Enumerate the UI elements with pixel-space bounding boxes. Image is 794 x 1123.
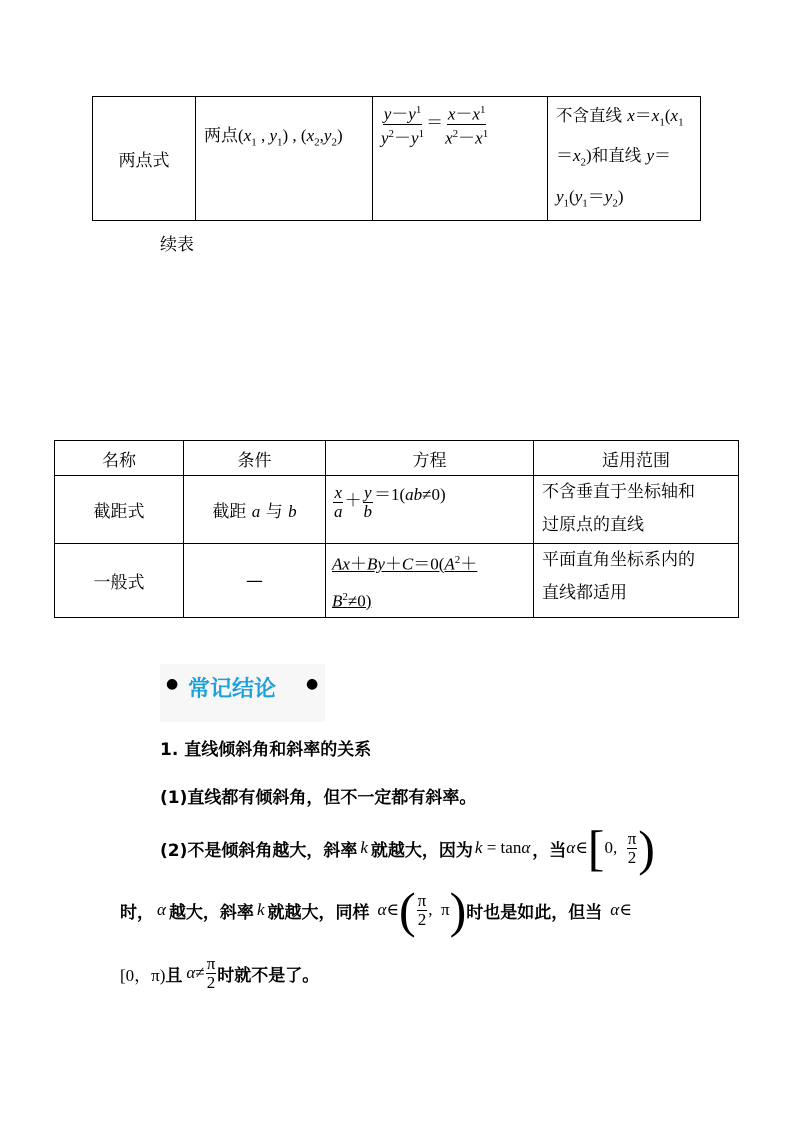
p2-text-b: 就越大，因为 (370, 840, 473, 861)
item1-heading (160, 735, 371, 760)
p4-and: 且 (165, 965, 183, 986)
intercept-equation: $\frac{x}{a}$ ＋ $\frac{y}{b}$ ＝1(ab≠0) (334, 482, 446, 521)
continue-label: 续表 (160, 235, 194, 255)
header-condition: 条件 (184, 441, 326, 476)
bullet-left-icon: ● (166, 676, 179, 692)
p4-interval: [0，π) (120, 965, 166, 985)
p2-text-c: ，当 (532, 840, 567, 861)
general-eq-line-2: $B^2\ne 0$) (332, 590, 372, 611)
bullet-right-icon: ● (306, 676, 319, 692)
p2-text-a: (2)不是倾斜角越大，斜率 (160, 840, 358, 861)
main-table (54, 440, 739, 618)
scope-line-1: 不含直线 $x=x_1(x_1$ (556, 106, 684, 129)
p3-text-a: 时， (120, 902, 154, 923)
p3-alpha-in: α∈ (610, 900, 632, 919)
top-table (92, 96, 701, 221)
section-title: 常记结论 (188, 677, 277, 702)
cell-scope (548, 97, 701, 221)
scope-line-1: 不含垂直于坐标轴和 (542, 482, 695, 502)
row-intercept-scope (534, 476, 739, 544)
p3-text-d: 时也是如此，但当 (466, 902, 603, 923)
table-row (55, 476, 739, 544)
row-general-name: 一般式 (55, 544, 184, 618)
table-row (93, 97, 701, 221)
scope-line-2: 直线都适用 (542, 583, 627, 603)
paragraph-4 (120, 948, 319, 998)
scope-line-3: $y_1(y_1=y_2)$ (556, 186, 624, 210)
p4-alpha-neq: α ≠ $\frac{\pi}{2}$ (186, 953, 216, 992)
header-equation: 方程 (326, 441, 534, 476)
p3-text-c: 就越大，同样 (267, 902, 370, 923)
header-name: 名称 (55, 441, 184, 476)
cell-condition (196, 97, 373, 221)
paragraph-2 (160, 820, 655, 876)
table-row (55, 544, 739, 618)
p4-text-b: 时就不是了。 (217, 965, 320, 986)
cell-equation (373, 97, 548, 221)
condition-points: ($x_1$ , $y_1$) , $(x_2,y_2)$ (238, 126, 343, 149)
table-header-row (55, 441, 739, 476)
p3-alpha: α (157, 900, 166, 919)
paragraph-3 (120, 882, 632, 938)
general-eq-line-1: $Ax+By+C=0(A^2+$ (332, 554, 478, 574)
scope-line-1: 平面直角坐标系内的 (542, 550, 695, 570)
row-general-scope (534, 544, 739, 618)
p3-interval: α ∈ ( $\frac{\pi}{2}$ , π ) (377, 882, 467, 938)
cell-name (93, 97, 196, 221)
p3-k: k (256, 900, 265, 919)
row-general-condition: — (184, 544, 326, 618)
p2-k: k (360, 838, 368, 857)
row-general-equation (326, 544, 534, 618)
paragraph-1: (1)直线都有倾斜角，但不一定都有斜率。 (160, 788, 477, 808)
two-point-equation: $\frac{y-y^1}{y^2-y^1}$ ＝ $\frac{x-x^1}{x^2-x^1}$ (379, 113, 490, 132)
scope-line-2: $=x_2$)和直线 y＝ (556, 146, 672, 169)
item1-title: 直线倾斜角和斜率的关系 (184, 740, 372, 760)
item1-number: 1. (160, 740, 179, 760)
row-intercept-equation (326, 476, 534, 544)
p2-interval: α ∈ [ 0, $\frac{\pi}{2}$ ) (566, 820, 655, 876)
row-intercept-condition: 截距 a 与 b (184, 476, 326, 544)
row-intercept-name: 截距式 (55, 476, 184, 544)
row-name: 两点式 (118, 151, 170, 172)
p3-text-b: 越大，斜率 (168, 902, 254, 923)
section-title-box (160, 664, 325, 722)
header-scope: 适用范围 (534, 441, 739, 476)
p2-formula: k = tanα (474, 838, 531, 857)
condition-prefix: 两点 (204, 126, 238, 146)
scope-line-2: 过原点的直线 (542, 515, 644, 535)
